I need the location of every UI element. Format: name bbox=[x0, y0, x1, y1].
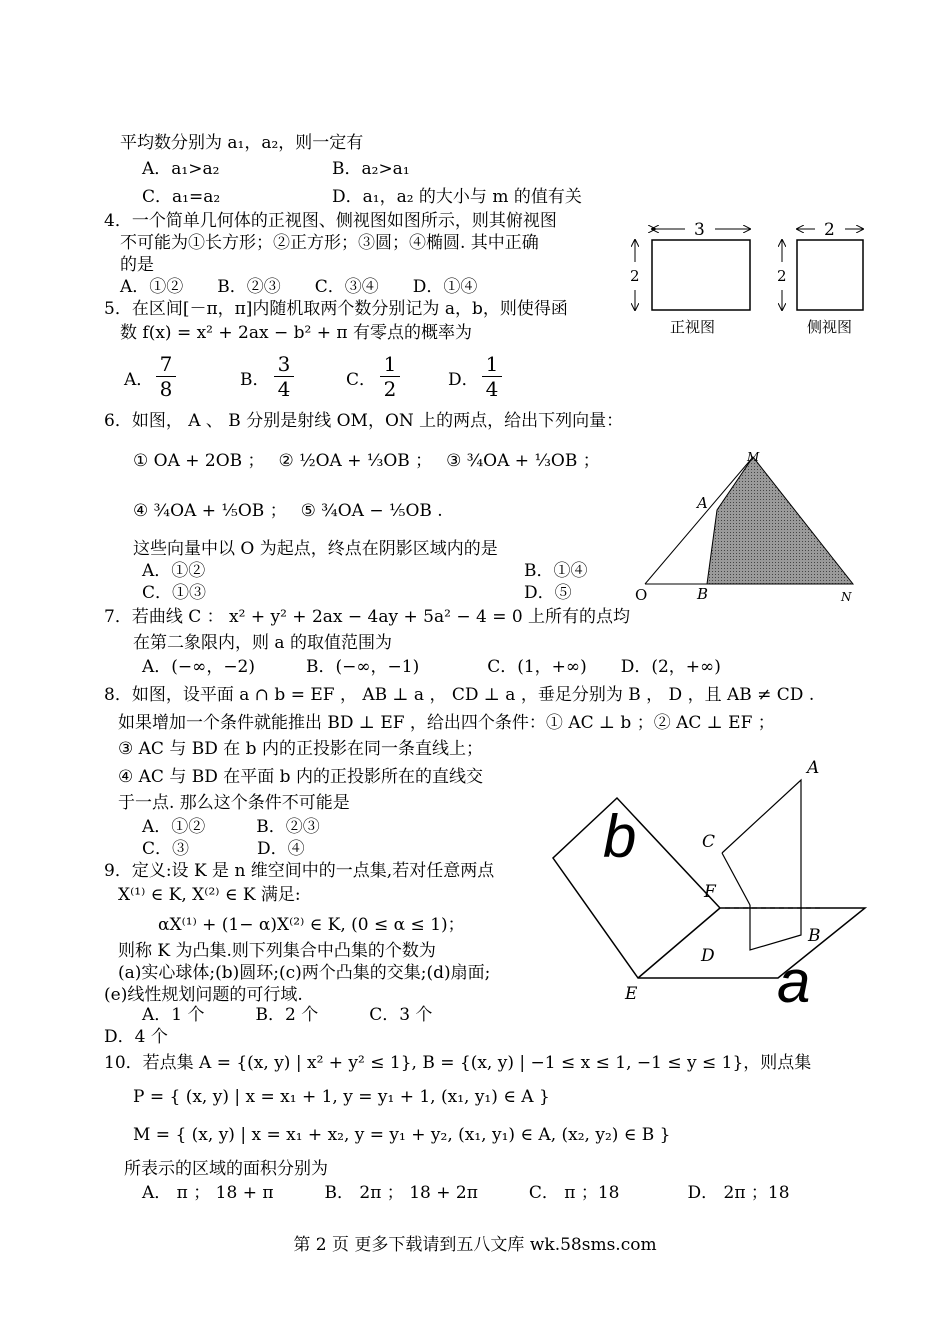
label-A: A bbox=[697, 494, 708, 512]
text-line: 平均数分别为 a₁，a₂，则一定有 bbox=[120, 133, 364, 153]
text-line: C．a₁=a₂ bbox=[142, 187, 221, 207]
text-line: 5．在区间[－π，π]内随机取两个数分别记为 a，b，则使得函 bbox=[104, 299, 568, 319]
front-view-rect bbox=[652, 240, 750, 310]
text-line: (e)线性规划问题的可行域. bbox=[104, 985, 303, 1005]
text-line: ④ ¾OA + ⅕OB ； ⑤ ¾OA − ⅕OB . bbox=[133, 501, 443, 521]
label-O: O bbox=[635, 586, 648, 604]
text-line: 所表示的区域的面积分别为 bbox=[124, 1159, 328, 1179]
text-line: D．4 个 bbox=[104, 1027, 168, 1047]
label-D: D bbox=[701, 946, 715, 966]
front-width-label: 3 bbox=[694, 220, 705, 240]
fraction-numerator: 1 bbox=[380, 352, 400, 377]
front-height-label: 2 bbox=[630, 267, 640, 285]
text-line: A． bbox=[124, 370, 154, 390]
text-line: 8．如图，设平面 a ∩ b = EF ， AB ⊥ a ， CD ⊥ a ，垂足分别为 B ， D ，且 AB ≠ CD . bbox=[104, 685, 815, 705]
text-line: 不可能为①长方形；②正方形；③圆；④椭圆. 其中正确 bbox=[120, 233, 539, 253]
three-view-figure bbox=[625, 212, 875, 342]
side-height-label: 2 bbox=[777, 267, 787, 285]
text-line: D． bbox=[448, 370, 479, 390]
text-line: B． bbox=[240, 370, 270, 390]
fraction bbox=[380, 352, 400, 401]
text-line: 这些向量中以 O 为起点，终点在阴影区域内的是 bbox=[133, 539, 498, 559]
shaded-region bbox=[707, 457, 853, 584]
text-line: αX⁽¹⁾ + (1− α)X⁽²⁾ ∈ K, (0 ≤ α ≤ 1)； bbox=[158, 915, 465, 935]
fraction-denominator: 2 bbox=[383, 377, 397, 401]
text-line: C．③ D．④ bbox=[142, 839, 305, 859]
text-line: ① OA + 2OB ； ② ½OA + ⅓OB ； ③ ¾OA + ⅓OB ； bbox=[133, 451, 600, 471]
text-line: D．⑤ bbox=[524, 583, 572, 603]
label-N: N bbox=[841, 590, 852, 604]
text-line: 数 f(x) = x² + 2ax − b² + π 有零点的概率为 bbox=[120, 323, 472, 343]
text-line: M = { (x, y) | x = x₁ + x₂, y = y₁ + y₂, (x₁, y₁) ∈ A, (x₂, y₂) ∈ B } bbox=[133, 1125, 671, 1145]
text-line: 的是 bbox=[120, 255, 154, 275]
text-line: 则称 K 为凸集.则下列集合中凸集的个数为 bbox=[118, 941, 436, 961]
label-A: A bbox=[807, 758, 820, 778]
text-line: A．①② B．②③ bbox=[142, 817, 320, 837]
fraction-denominator: 8 bbox=[159, 377, 173, 401]
text-line: B．①④ bbox=[524, 561, 588, 581]
text-line: A．1 个 B．2 个 C．3 个 bbox=[142, 1005, 433, 1025]
text-line: 于一点. 那么这个条件不可能是 bbox=[118, 793, 350, 813]
text-line: A．(−∞，−2) B．(−∞，−1) C．(1，+∞) D．(2，+∞) bbox=[142, 657, 721, 677]
label-alpha: a bbox=[777, 948, 811, 1015]
text-line: X⁽¹⁾ ∈ K, X⁽²⁾ ∈ K 满足: bbox=[118, 885, 301, 905]
shaded-region-figure bbox=[625, 445, 875, 605]
label-F: F bbox=[704, 882, 716, 902]
label-E: E bbox=[625, 984, 638, 1004]
fraction bbox=[274, 352, 294, 401]
fraction bbox=[482, 352, 502, 401]
text-line: 如果增加一个条件就能推出 BD ⊥ EF ，给出四个条件：① AC ⊥ b ；② AC ⊥ EF ； bbox=[118, 713, 775, 733]
fraction-numerator: 3 bbox=[274, 352, 294, 377]
text-line: 6．如图， A 、 B 分别是射线 OM，ON 上的两点，给出下列向量： bbox=[104, 411, 624, 431]
label-beta: b bbox=[603, 803, 637, 870]
text-line: C．①③ bbox=[142, 583, 207, 603]
text-line: A．a₁>a₂ bbox=[142, 159, 220, 179]
side-view-caption: 侧视图 bbox=[807, 318, 853, 336]
text-line: A． π ； 18 + π B． 2π ； 18 + 2π C． π ；18 D． 2π ；18 bbox=[142, 1183, 790, 1203]
fraction-denominator: 4 bbox=[485, 377, 499, 401]
text-line: (a)实心球体;(b)圆环;(c)两个凸集的交集;(d)扇面; bbox=[118, 963, 491, 983]
fraction-numerator: 1 bbox=[482, 352, 502, 377]
text-line: B．a₂>a₁ bbox=[332, 159, 410, 179]
text-line: 9．定义:设 K 是 n 维空间中的一点集,若对任意两点 bbox=[104, 861, 495, 881]
fraction-denominator: 4 bbox=[277, 377, 291, 401]
fraction bbox=[156, 352, 176, 401]
text-line: 4．一个简单几何体的正视图、侧视图如图所示，则其俯视图 bbox=[104, 211, 557, 231]
side-width-label: 2 bbox=[824, 220, 835, 240]
label-B: B bbox=[808, 926, 821, 946]
page-footer: 第 2 页 更多下载请到五八文库 wk.58sms.com bbox=[293, 1235, 657, 1255]
text-line: A．①② B．②③ C．③④ D．①④ bbox=[120, 277, 478, 297]
text-line: A．①② bbox=[142, 561, 206, 581]
text-line: ③ AC 与 BD 在 b 内的正投影在同一条直线上； bbox=[118, 739, 483, 759]
text-line: P = { (x, y) | x = x₁ + 1, y = y₁ + 1, (x₁, y₁) ∈ A } bbox=[133, 1087, 550, 1107]
text-line: C． bbox=[346, 370, 377, 390]
text-line: 10．若点集 A = {(x, y) | x² + y² ≤ 1}, B = {(x, y) | −1 ≤ x ≤ 1, −1 ≤ y ≤ 1}，则点集 bbox=[104, 1053, 812, 1073]
planes-figure bbox=[545, 755, 875, 1015]
label-C: C bbox=[702, 832, 716, 852]
text-line: ④ AC 与 BD 在平面 b 内的正投影所在的直线交 bbox=[118, 767, 483, 787]
text-line: 7．若曲线 C ： x² + y² + 2ax − 4ay + 5a² − 4 = 0 上所有的点均 bbox=[104, 607, 631, 627]
side-view-rect bbox=[797, 240, 863, 310]
front-view-caption: 正视图 bbox=[670, 318, 716, 336]
text-line: D．a₁，a₂ 的大小与 m 的值有关 bbox=[332, 187, 582, 207]
label-B: B bbox=[697, 585, 709, 603]
fraction-numerator: 7 bbox=[156, 352, 176, 377]
text-line: 在第二象限内，则 a 的取值范围为 bbox=[133, 633, 392, 653]
label-M: M bbox=[747, 450, 760, 464]
